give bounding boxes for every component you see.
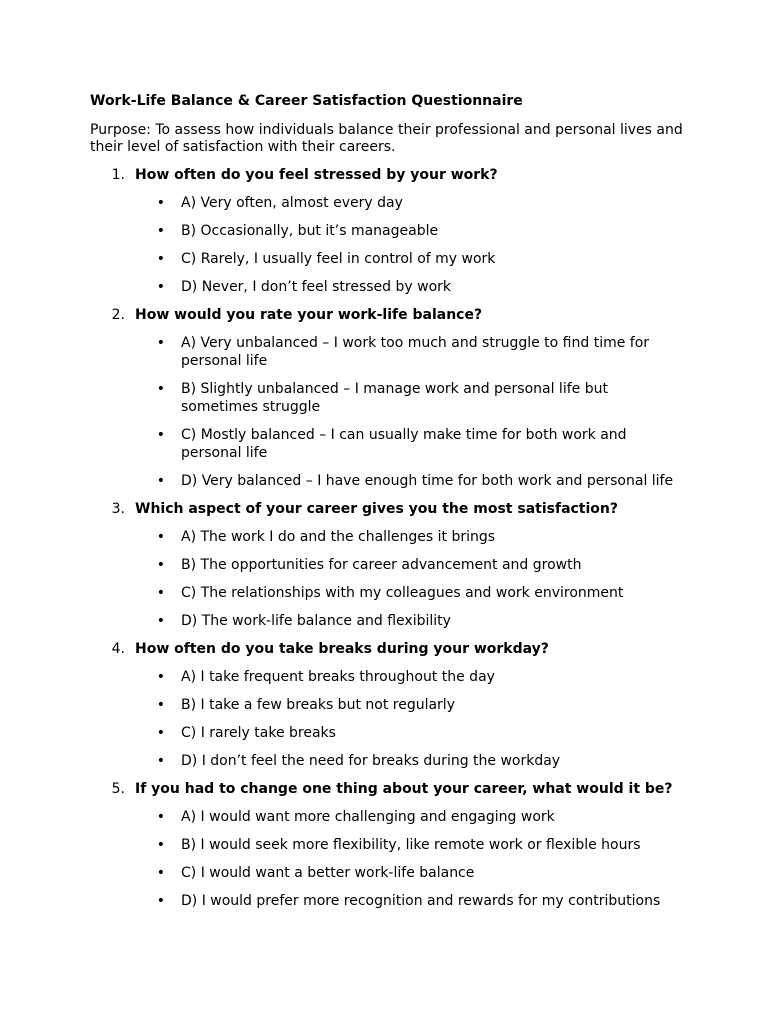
question-header bbox=[90, 780, 678, 798]
question-1 bbox=[90, 166, 678, 296]
answer-text: A) Very often, almost every day bbox=[181, 195, 403, 211]
question-2 bbox=[90, 306, 678, 490]
answer-option bbox=[90, 472, 678, 490]
answer-text: B) Occasionally, but it’s manageable bbox=[181, 223, 439, 239]
answer-text: A) I take frequent breaks throughout the day bbox=[181, 669, 495, 685]
bullet-icon: • bbox=[156, 279, 165, 295]
answer-list bbox=[90, 528, 678, 630]
question-header bbox=[90, 166, 678, 184]
bullet-icon: • bbox=[156, 893, 165, 909]
question-text: How often do you feel stressed by your work? bbox=[135, 167, 498, 183]
answer-text: D) The work-life balance and flexibility bbox=[181, 613, 451, 629]
answer-text: A) The work I do and the challenges it brings bbox=[181, 529, 496, 545]
bullet-icon: • bbox=[156, 697, 165, 713]
bullet-icon: • bbox=[156, 809, 165, 825]
answer-option bbox=[90, 556, 678, 574]
question-number: 3. bbox=[111, 501, 125, 517]
bullet-icon: • bbox=[156, 837, 165, 853]
answer-option bbox=[90, 222, 678, 240]
bullet-icon: • bbox=[156, 753, 165, 769]
bullet-icon: • bbox=[156, 669, 165, 685]
answer-option bbox=[90, 696, 678, 714]
question-text: How often do you take breaks during your workday? bbox=[135, 641, 549, 657]
bullet-icon: • bbox=[156, 251, 165, 267]
answer-option bbox=[90, 426, 678, 462]
answer-option bbox=[90, 528, 678, 546]
answer-text: B) Slightly unbalanced – I manage work and personal life but sometimes struggle bbox=[181, 381, 608, 415]
question-text: If you had to change one thing about your career, what would it be? bbox=[135, 781, 673, 797]
answer-text: D) Never, I don’t feel stressed by work bbox=[181, 279, 452, 295]
question-header bbox=[90, 640, 678, 658]
question-list bbox=[90, 166, 678, 910]
answer-text: B) I take a few breaks but not regularly bbox=[181, 697, 455, 713]
answer-text: A) Very unbalanced – I work too much and struggle to find time for personal life bbox=[181, 335, 650, 369]
answer-text: D) I don’t feel the need for breaks during the workday bbox=[181, 753, 561, 769]
document-title: Work-Life Balance & Career Satisfaction Questionnaire bbox=[90, 93, 523, 109]
bullet-icon: • bbox=[156, 473, 165, 489]
answer-option bbox=[90, 194, 678, 212]
bullet-icon: • bbox=[156, 381, 165, 397]
question-number: 2. bbox=[111, 307, 125, 323]
answer-text: C) Mostly balanced – I can usually make time for both work and personal life bbox=[181, 427, 627, 461]
question-text: Which aspect of your career gives you the most satisfaction? bbox=[135, 501, 619, 517]
purpose-paragraph: Purpose: To assess how individuals balance their professional and personal lives and their level of satisfaction with their careers. bbox=[90, 122, 683, 155]
answer-list bbox=[90, 668, 678, 770]
answer-option bbox=[90, 380, 678, 416]
answer-option bbox=[90, 278, 678, 296]
answer-text: B) The opportunities for career advancement and growth bbox=[181, 557, 582, 573]
answer-option bbox=[90, 892, 678, 910]
question-header bbox=[90, 500, 678, 518]
bullet-icon: • bbox=[156, 223, 165, 239]
answer-list bbox=[90, 808, 678, 910]
answer-text: C) I rarely take breaks bbox=[181, 725, 336, 741]
bullet-icon: • bbox=[156, 725, 165, 741]
answer-list bbox=[90, 194, 678, 296]
answer-text: D) I would prefer more recognition and rewards for my contributions bbox=[181, 893, 661, 909]
bullet-icon: • bbox=[156, 865, 165, 881]
answer-text: B) I would seek more flexibility, like remote work or flexible hours bbox=[181, 837, 641, 853]
question-number: 1. bbox=[111, 167, 125, 183]
bullet-icon: • bbox=[156, 613, 165, 629]
question-3 bbox=[90, 500, 678, 630]
answer-option bbox=[90, 668, 678, 686]
bullet-icon: • bbox=[156, 335, 165, 351]
bullet-icon: • bbox=[156, 529, 165, 545]
question-5 bbox=[90, 780, 678, 910]
question-header bbox=[90, 306, 678, 324]
answer-option bbox=[90, 864, 678, 882]
answer-option bbox=[90, 612, 678, 630]
answer-option bbox=[90, 808, 678, 826]
answer-option bbox=[90, 250, 678, 268]
answer-option bbox=[90, 752, 678, 770]
answer-text: C) I would want a better work-life balance bbox=[181, 865, 475, 881]
answer-option bbox=[90, 584, 678, 602]
question-4 bbox=[90, 640, 678, 770]
answer-list bbox=[90, 334, 678, 490]
answer-text: C) The relationships with my colleagues and work environment bbox=[181, 585, 624, 601]
answer-option bbox=[90, 334, 678, 370]
question-number: 5. bbox=[111, 781, 125, 797]
question-number: 4. bbox=[111, 641, 125, 657]
bullet-icon: • bbox=[156, 195, 165, 211]
answer-text: A) I would want more challenging and engaging work bbox=[181, 809, 555, 825]
answer-option bbox=[90, 724, 678, 742]
bullet-icon: • bbox=[156, 557, 165, 573]
answer-text: C) Rarely, I usually feel in control of my work bbox=[181, 251, 496, 267]
answer-text: D) Very balanced – I have enough time for both work and personal life bbox=[181, 473, 674, 489]
answer-option bbox=[90, 836, 678, 854]
question-text: How would you rate your work-life balance? bbox=[135, 307, 483, 323]
bullet-icon: • bbox=[156, 585, 165, 601]
bullet-icon: • bbox=[156, 427, 165, 443]
